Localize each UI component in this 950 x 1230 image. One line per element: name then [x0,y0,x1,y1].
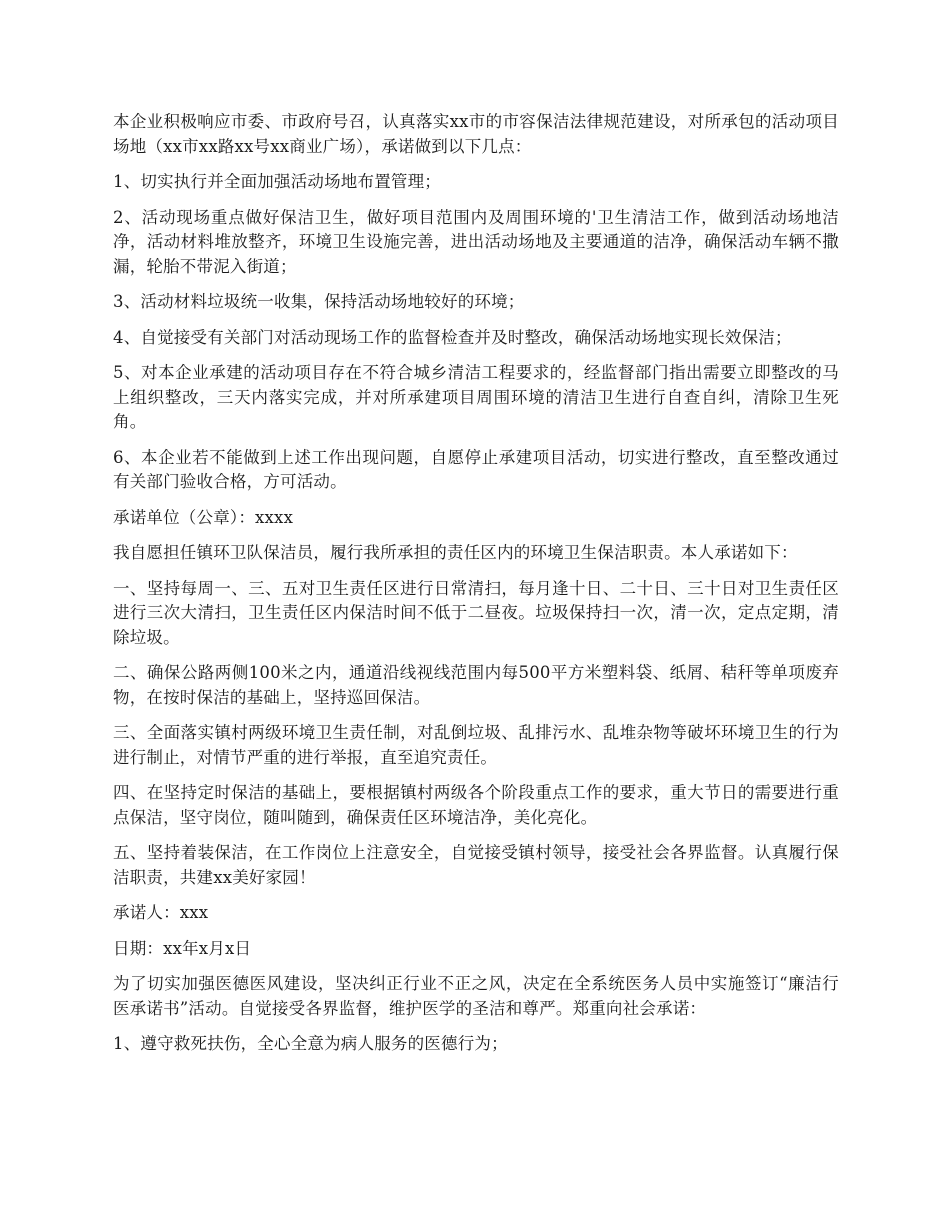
paragraph-cleaner-5: 五、坚持着装保洁，在工作岗位上注意安全，自觉接受镇村领导，接受社会各界监督。认真履行保洁职责，共建xx美好家园！ [113,843,839,887]
paragraph-item-3: 3、活动材料垃圾统一收集，保持活动场地较好的环境； [113,292,525,311]
paragraph-item-5: 5、对本企业承建的活动项目存在不符合城乡清洁工程要求的，经监督部门指出需要立即整改的马上组织整改，三天内落实完成，并对所承建项目周围环境的清洁卫生进行自查自纠，清除卫生死角。 [113,363,839,431]
paragraph-intro: 本企业积极响应市委、市政府号召，认真落实xx市的市容保洁法律规范建设，对所承包的活动项目场地（xx市xx路xx号xx商业广场），承诺做到以下几点： [113,112,839,156]
document-body [113,110,839,1068]
paragraph-item-4: 4、自觉接受有关部门对活动现场工作的监督检查并及时整改，确保活动场地实现长效保洁； [113,327,792,347]
signature-unit: 承诺单位（公章）：xxxx [113,507,294,527]
paragraph-cleaner-intro: 我自愿担任镇环卫队保洁员，履行我所承担的责任区内的环境卫生保洁职责。本人承诺如下： [113,543,798,562]
signature-date: 日期：xx年x月x日 [113,938,252,958]
signature-person: 承诺人：xxx [113,903,209,922]
paragraph-cleaner-4: 四、在坚持定时保洁的基础上，要根据镇村两级各个阶段重点工作的要求，重大节日的需要进行重点保洁，坚守岗位，随叫随到，确保责任区环境洁净，美化亮化。 [113,783,839,827]
paragraph-item-2: 2、活动现场重点做好保洁卫生，做好项目范围内及周围环境的'卫生清洁工作，做到活动场地洁净，活动材料堆放整齐，环境卫生设施完善，进出活动场地及主要通道的洁净，确保活动车辆不撒漏，轮胎不带泥入街道； [113,207,839,276]
paragraph-item-6: 6、本企业若不能做到上述工作出现问题，自愿停止承建项目活动，切实进行整改，直至整改通过有关部门验收合格，方可活动。 [113,447,839,491]
paragraph-cleaner-1: 一、坚持每周一、三、五对卫生责任区进行日常清扫，每月逢十日、二十日、三十日对卫生责任区进行三次大清扫，卫生责任区内保洁时间不低于二昼夜。垃圾保持扫一次，清一次，定点定期，清除垃圾。 [113,578,839,647]
paragraph-medical-intro: 为了切实加强医德医风建设，坚决纠正行业不正之风，决定在全系统医务人员中实施签订“廉洁行医承诺书”活动。自觉接受各界监督，维护医学的圣洁和尊严。郑重向社会承诺： [113,974,839,1018]
paragraph-cleaner-2: 二、确保公路两侧100米之内，通道沿线视线范围内每500平方米塑料袋、纸屑、秸秆等单项废弃物，在按时保洁的基础上，坚持巡回保洁。 [113,663,839,707]
paragraph-item-1: 1、切实执行并全面加强活动场地布置管理； [113,172,441,191]
paragraph-medical-1: 1、遵守救死扶伤，全心全意为病人服务的医德行为； [113,1034,508,1053]
paragraph-cleaner-3: 三、全面落实镇村两级环境卫生责任制，对乱倒垃圾、乱排污水、乱堆杂物等破坏环境卫生的行为进行制止，对情节严重的进行举报，直至追究责任。 [113,723,839,767]
